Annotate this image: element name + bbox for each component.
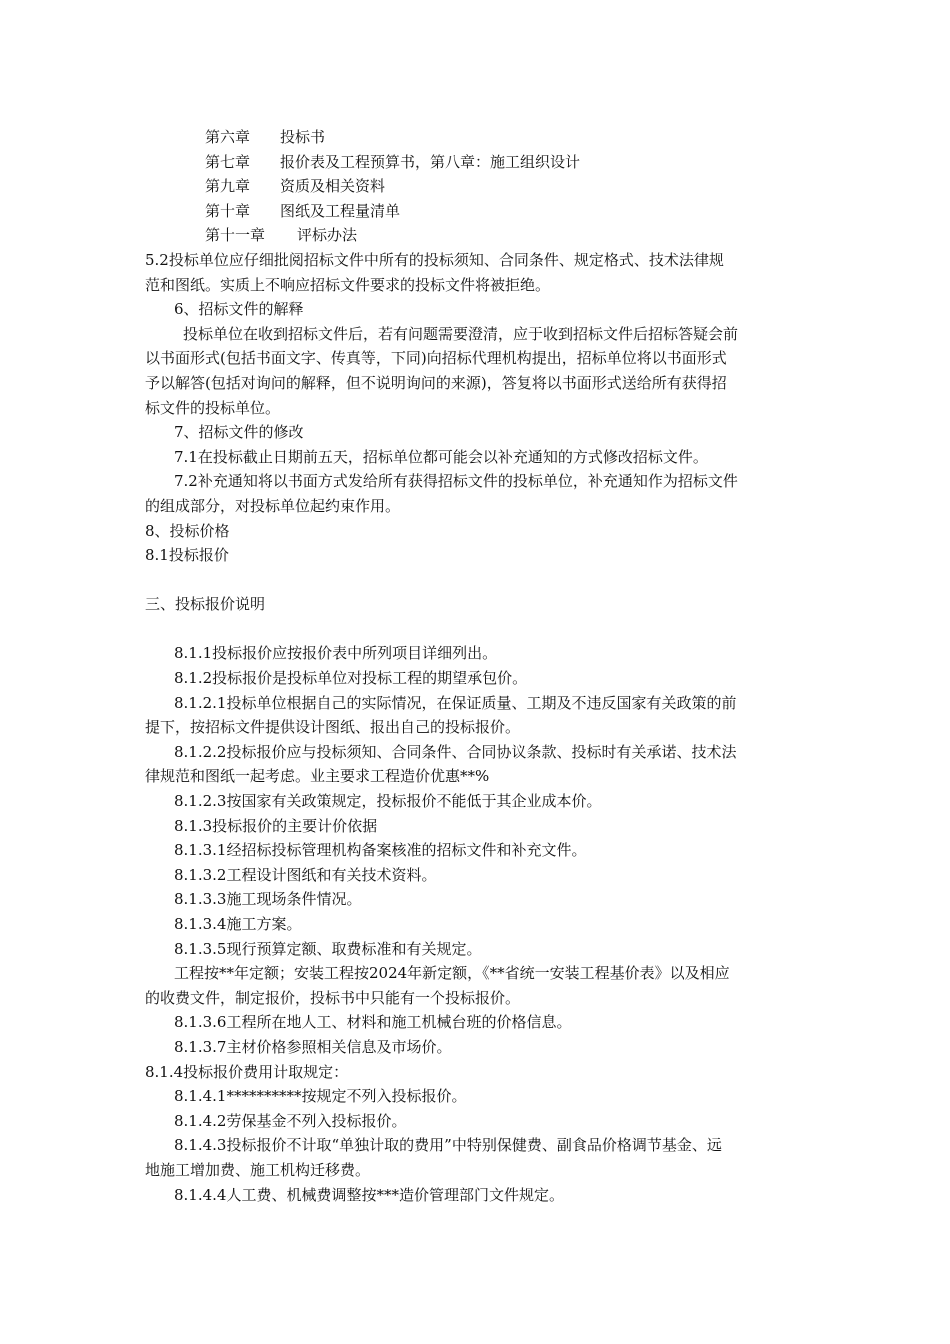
list-item: 8.1.4.3投标报价不计取“单独计取的费用”中特别保健费、副食品价格调节基金、远 xyxy=(174,1136,722,1155)
list-item: 8.1.4.4人工费、机械费调整按***造价管理部门文件规定。 xyxy=(174,1185,564,1204)
paragraph-line: 7.1在投标截止日期前五天，招标单位都可能会以补充通知的方式修改招标文件。 xyxy=(174,447,708,466)
paragraph-line: 范和图纸。实质上不响应招标文件要求的投标文件将被拒绝。 xyxy=(145,275,551,294)
chapter-line xyxy=(145,199,805,224)
paragraph-line: 5.2投标单位应仔细批阅招标文件中所有的投标须知、合同条件、规定格式、技术法律规 xyxy=(145,250,724,269)
paragraph-line: 律规范和图纸一起考虑。业主要求工程造价优惠**% xyxy=(145,767,490,786)
paragraph-line: 以书面形式(包括书面文字、传真等，下同)向招标代理机构提出，招标单位将以书面形式 xyxy=(145,349,727,368)
chapter-number: 第七章 xyxy=(205,152,251,171)
chapter-number: 第十章 xyxy=(205,201,251,220)
list-item: 8.1.4投标报价费用计取规定： xyxy=(145,1062,349,1081)
chapter-number: 第六章 xyxy=(205,128,251,146)
chapter-line xyxy=(145,174,805,199)
list-item: 8.1.2.1投标单位根据自己的实际情况，在保证质量、工期及不违反国家有关政策的前 xyxy=(174,693,737,712)
section-heading: 8、投标价格 xyxy=(145,521,230,540)
list-item: 8.1.3.5现行预算定额、取费标准和有关规定。 xyxy=(174,939,482,958)
paragraph-line: 工程按**年定额；安装工程按2024年新定额，《**省统一安装工程基价表》以及相应 xyxy=(174,964,730,983)
chapter-number: 第九章 xyxy=(205,177,251,196)
paragraph-line: 的收费文件，制定报价，投标书中只能有一个投标报价。 xyxy=(145,988,521,1007)
list-item: 8.1.3.1经招标投标管理机构备案核准的招标文件和补充文件。 xyxy=(174,841,587,860)
chapter-line xyxy=(145,125,805,150)
list-item: 8.1.2.2投标报价应与投标须知、合同条件、合同协议条款、投标时有关承诺、技术法 xyxy=(174,742,737,761)
list-item: 8.1.3.3施工现场条件情况。 xyxy=(174,890,362,909)
chapter-title: 投标书 xyxy=(280,128,326,146)
chapter-title: 评标办法 xyxy=(297,226,358,245)
list-item: 8.1.3投标报价的主要计价依据 xyxy=(174,816,378,835)
list-item: 8.1.4.1**********按规定不列入投标报价。 xyxy=(174,1087,467,1106)
document-body xyxy=(145,125,805,1207)
list-item: 8.1.3.6工程所在地人工、材料和施工机械台班的价格信息。 xyxy=(174,1013,572,1032)
spacer xyxy=(145,617,805,642)
paragraph-line: 投标单位在收到招标文件后，若有问题需要澄清，应于收到招标文件后招标答疑会前 xyxy=(183,324,739,343)
paragraph-line: 地施工增加费、施工机构迁移费。 xyxy=(145,1160,371,1179)
paragraph-line: 提下，按招标文件提供设计图纸、报出自己的投标报价。 xyxy=(145,718,521,737)
list-item: 8.1.2.3按国家有关政策规定，投标报价不能低于其企业成本价。 xyxy=(174,792,602,811)
list-item: 8.1.2投标报价是投标单位对投标工程的期望承包价。 xyxy=(174,669,528,688)
chapter-number: 第十一章 xyxy=(205,226,266,245)
section-heading: 7、招标文件的修改 xyxy=(174,423,304,442)
paragraph-line: 予以解答(包括对询问的解释，但不说明询问的来源)，答复将以书面形式送给所有获得招 xyxy=(145,373,727,392)
list-item: 8.1.4.2劳保基金不列入投标报价。 xyxy=(174,1111,407,1130)
list-item: 8.1.3.4施工方案。 xyxy=(174,915,302,933)
chapter-title: 资质及相关资料 xyxy=(280,177,386,196)
paragraph-line: 标文件的投标单位。 xyxy=(145,398,281,417)
list-item: 8.1.3.2工程设计图纸和有关技术资料。 xyxy=(174,865,437,884)
chapter-line xyxy=(145,150,805,175)
chapter-title: 图纸及工程量清单 xyxy=(280,201,401,220)
paragraph-line: 的组成部分，对投标单位起约束作用。 xyxy=(145,496,401,515)
section-heading: 8.1投标报价 xyxy=(145,546,229,565)
section-heading: 6、招标文件的解释 xyxy=(174,300,304,319)
section-title: 三、投标报价说明 xyxy=(145,595,266,614)
paragraph-line: 7.2补充通知将以书面方式发给所有获得招标文件的投标单位，补充通知作为招标文件 xyxy=(174,472,738,491)
list-item: 8.1.3.7主材价格参照相关信息及市场价。 xyxy=(174,1037,452,1056)
chapter-line xyxy=(145,223,805,248)
spacer xyxy=(145,568,805,593)
list-item: 8.1.1投标报价应按报价表中所列项目详细列出。 xyxy=(174,644,498,663)
chapter-title: 报价表及工程预算书，第八章：施工组织设计 xyxy=(280,152,581,171)
